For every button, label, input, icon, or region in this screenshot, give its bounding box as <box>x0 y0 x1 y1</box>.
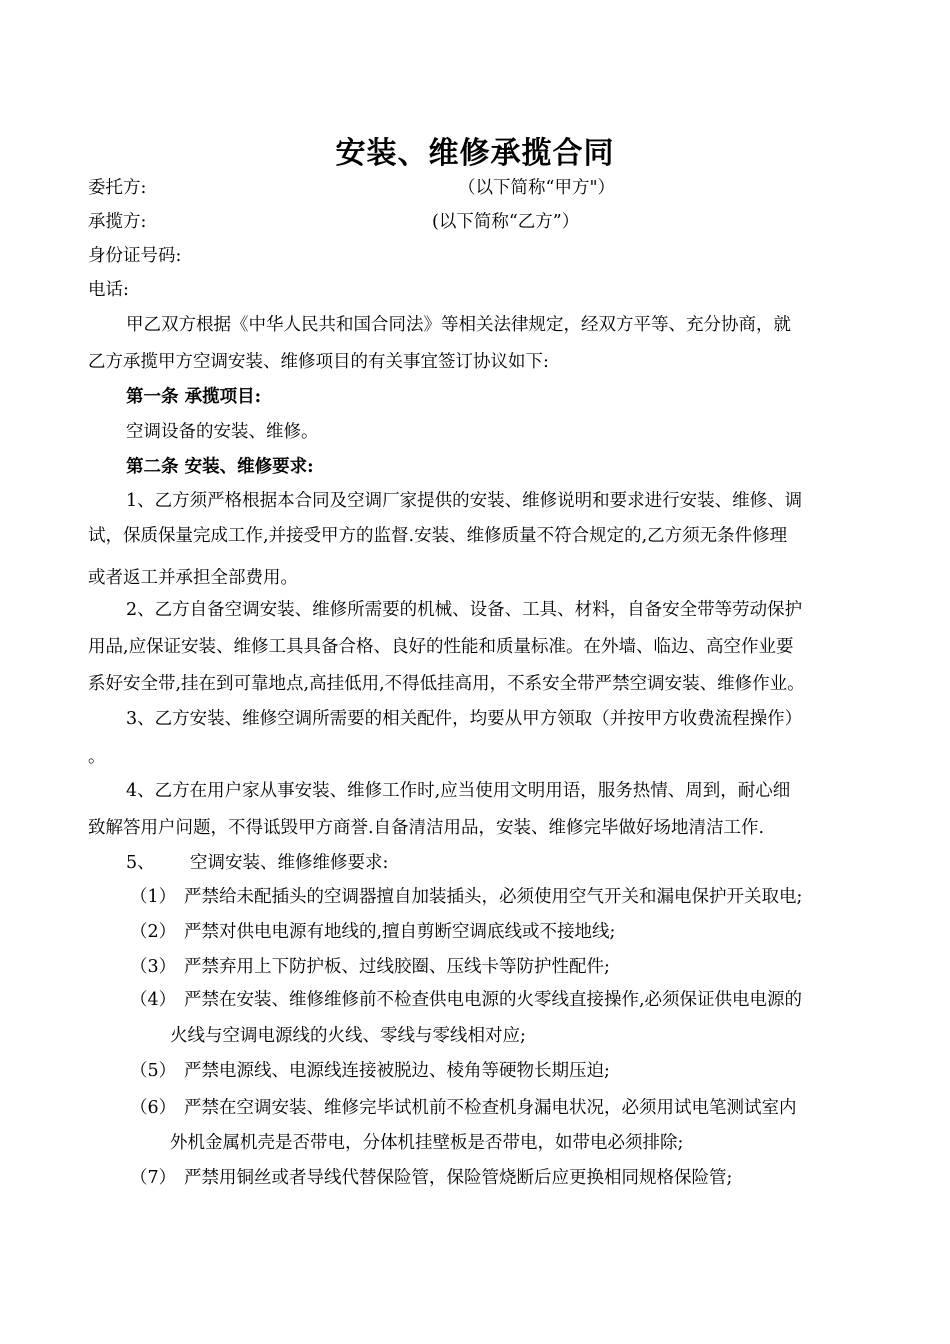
item-text: 严禁给未配插头的空调器擅自加装插头，必须使用空气开关和漏电保护开关取电; <box>184 887 803 907</box>
item-number: （1） <box>130 887 177 907</box>
item-number: （3） <box>130 957 177 977</box>
clause-1-line-1: 1、乙方须严格根据本合同及空调厂家提供的安装、维修说明和要求进行安装、维修、调 <box>126 491 803 511</box>
clause-2-line-3: 系好安全带,挂在到可靠地点,高挂低用,不得低挂高用，不系安全带严禁空调安装、维修作业。 <box>88 674 805 694</box>
item-text: 严禁电源线、电源线连接被脱边、棱角等硬物长期压迫; <box>184 1061 610 1081</box>
contractor-note: (以下简称“乙方”） <box>432 212 580 232</box>
item-number: （7） <box>130 1168 177 1188</box>
clause-4-line-1: 4、乙方在用户家从事安装、维修工作时,应当使用文明用语，服务热情、周到，耐心细 <box>126 781 791 801</box>
clause-5-number: 5、 <box>126 853 155 873</box>
contractor-label: 承揽方: <box>88 212 147 232</box>
item-text: 严禁对供电电源有地线的,擅自剪断空调底线或不接地线; <box>184 922 616 942</box>
article-2-heading: 第二条 安装、维修要求: <box>126 457 314 477</box>
item-text-continued: 火线与空调电源线的火线、零线与零线相对应; <box>170 1026 526 1046</box>
item-number: （5） <box>130 1061 177 1081</box>
clause-1-line-2: 试，保质保量完成工作,并接受甲方的监督.安装、维修质量不符合规定的,乙方须无条件修理 <box>88 526 788 546</box>
item-text-continued: 外机金属机壳是否带电，分体机挂壁板是否带电，如带电必须排除; <box>170 1133 684 1153</box>
item-text: 严禁在安装、维修维修前不检查供电电源的火零线直接操作,必须保证供电电源的 <box>184 990 803 1010</box>
article-1-text: 空调设备的安装、维修。 <box>126 422 319 442</box>
clause-5-text: 空调安装、维修维修要求: <box>190 853 389 873</box>
item-number: （2） <box>130 922 177 942</box>
item-number: （4） <box>130 990 177 1010</box>
intro-line-2: 乙方承揽甲方空调安装、维修项目的有关事宜签订协议如下: <box>88 352 549 372</box>
clause-4-line-2: 致解答用户问题，不得诋毁甲方商誉.自备清洁用品，安装、维修完毕做好场地清洁工作. <box>88 818 765 838</box>
item-text: 严禁弃用上下防护板、过线胶圈、压线卡等防护性配件; <box>184 957 610 977</box>
client-note: （以下简称“甲方"） <box>458 178 615 198</box>
clause-1-line-3: 或者返工并承担全部费用。 <box>88 568 298 588</box>
item-text: 严禁在空调安装、维修完毕试机前不检查机身漏电状况，必须用试电笔测试室内 <box>184 1098 797 1118</box>
intro-line-1: 甲乙双方根据《中华人民共和国合同法》等相关法律规定，经双方平等、充分协商，就 <box>126 315 791 335</box>
item-number: （6） <box>130 1098 177 1118</box>
article-1-heading: 第一条 承揽项目: <box>126 387 262 407</box>
clause-2-line-2: 用品,应保证安装、维修工具具备合格、良好的性能和质量标准。在外墙、临边、高空作业要 <box>88 637 794 657</box>
item-text: 严禁用铜丝或者导线代替保险管，保险管烧断后应更换相同规格保险管; <box>184 1168 733 1188</box>
clause-3-line-1: 3、乙方安装、维修空调所需要的相关配件，均要从甲方领取（并按甲方收费流程操作） <box>126 709 803 729</box>
id-number-label: 身份证号码: <box>88 246 182 266</box>
client-label: 委托方: <box>88 178 147 198</box>
clause-2-line-1: 2、乙方自备空调安装、维修所需要的机械、设备、工具、材料，自备安全带等劳动保护 <box>126 600 803 620</box>
clause-3-line-2: 。 <box>88 747 106 767</box>
phone-label: 电话: <box>88 280 129 300</box>
document-title: 安装、维修承揽合同 <box>335 136 615 171</box>
